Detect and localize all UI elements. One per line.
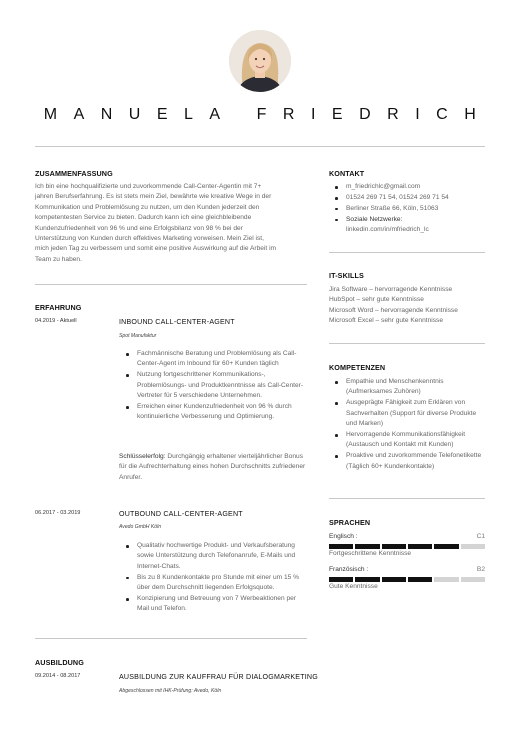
language-row — [329, 566, 485, 573]
education-title: AUSBILDUNG ZUR KAUFFRAU FÜR DIALOGMARKETING — [119, 673, 318, 681]
language-name: Englisch : — [329, 533, 358, 540]
key-success-text: Durchgängig erhaltener vierteljährlicher Bonus für die Aufrechterhaltung eines hohen Durchschnitts zufriedener Anrufer. — [119, 453, 306, 481]
it-skills-heading: IT-SKILLS — [329, 271, 364, 280]
education-date: 09.2014 - 08.2017 — [35, 673, 81, 679]
competencies-heading: KOMPETENZEN — [329, 363, 386, 372]
language-level: C1 — [476, 533, 485, 540]
contact-address: Berliner Straße 66, Köln, 51063 — [346, 204, 486, 214]
list-item: Ausgeprägte Fähigkeit zum Erklären von Sachverhalten (Support für diverse Produkte und Marken) — [346, 398, 488, 429]
competencies-divider — [329, 498, 485, 499]
list-item: Proaktive und zuvorkommende Telefonetikette (Täglich 60+ Kundenkontakte) — [346, 451, 488, 472]
it-skills-divider — [329, 343, 485, 344]
contact-heading: KONTAKT — [329, 169, 365, 178]
key-success — [119, 452, 309, 483]
bar-segment — [408, 544, 432, 549]
list-item: Erreichen einer Kundenzufriedenheit von 96 % durch kontinuierliche Verbesserung und Optimierung. — [137, 402, 307, 423]
languages-heading: SPRACHEN — [329, 518, 371, 527]
bar-segment — [434, 544, 458, 549]
contact-phone: 01524 269 71 54, 01524 269 71 54 — [346, 193, 486, 203]
list-item: Hervorragende Kommunikationsfähigkeit (Austausch und Kontakt mit Kunden) — [346, 430, 488, 451]
portrait-image — [229, 30, 291, 92]
social-value[interactable]: linkedin.com/in/mfriedrich_lc — [346, 226, 429, 234]
language-name: Französisch : — [329, 566, 369, 573]
summary-divider — [35, 284, 307, 285]
list-item: Konzipierung und Betreuung von 7 Werbeaktionen per Mail und Telefon. — [137, 594, 307, 615]
profile-photo — [229, 30, 291, 92]
job-company: Spot Manufaktur — [119, 333, 157, 339]
bar-segment — [408, 577, 432, 582]
education-institution: Abgeschlossen mit IHK-Prüfung: Avedo, Köln — [119, 688, 222, 694]
bar-segment — [461, 544, 485, 549]
list-item: Fachmännische Beratung und Problemlösung als Call-Center-Agent im Inbound für 60+ Kunden täglich — [137, 349, 307, 370]
contact-divider — [329, 252, 485, 253]
contact-email[interactable]: m_friedrichlc@gmail.com — [346, 182, 486, 192]
summary-text: Ich bin eine hochqualifizierte und zuvorkommende Call-Center-Agentin mit 7+ jahren Berufserfahrung. Es ist stets mein Ziel, bewährte wie kreative Wege in der Kommunikation und Problemlösung zu nutzen, um den Kunden jederzeit den kompetentesten Service zu bieten. Dadurch kann ich eine gleichbleibende Kundenzufriedenheit von 96 % und eine Erfolgsbilanz von 98 % bei der Unterstützung von Kunden durch effektives Marketing vorweisen. Mein Ziel ist, mich jeden Tag zu verbessern und somit eine positive Auswirkung auf die Arbeit im Team zu haben. — [35, 183, 277, 263]
bar-segment — [434, 577, 458, 582]
list-item: HubSpot – sehr gute Kenntnisse — [329, 296, 424, 304]
list-item: Bis zu 8 Kundenkontakte pro Stunde mit einer um 15 % über dem Durchschnitt liegenden Erfolgsquote. — [137, 573, 307, 594]
job-bullet-list — [137, 349, 307, 423]
list-item: Microsoft Excel – sehr gute Kenntnisse — [329, 317, 443, 325]
job-bullet-list — [137, 541, 307, 615]
list-item: Nutzung fortgeschrittener Kommunikations-, Problemlösungs- und Produktkenntnisse als Call-Center-Vertreter für 5 verschiedene Unternehmen. — [137, 370, 307, 401]
language-description: Gute Kenntnisse — [329, 583, 378, 590]
list-item: Jira Software – hervorragende Kenntnisse — [329, 286, 453, 293]
bar-segment — [382, 577, 406, 582]
job-title: OUTBOUND CALL-CENTER-AGENT — [119, 510, 243, 518]
language-level: B2 — [476, 566, 485, 573]
it-skills-list — [329, 285, 489, 327]
language-description: Fortgeschrittene Kenntnisse — [329, 550, 412, 557]
education-heading: AUSBILDUNG — [35, 658, 84, 667]
job-date: 06.2017 - 03.2019 — [35, 510, 81, 516]
experience-heading: ERFAHRUNG — [35, 303, 82, 312]
candidate-name: MANUELA FRIEDRICH — [43, 106, 493, 123]
contact-social[interactable] — [346, 215, 486, 236]
list-item: Microsoft Word – hervorragende Kenntnisse — [329, 306, 458, 314]
list-item: Empathie und Menschenkenntnis (Aufmerksames Zuhören) — [346, 377, 488, 398]
language-row — [329, 533, 485, 540]
job-date: 04.2019 - Aktuell — [35, 318, 77, 324]
competencies-list — [346, 377, 488, 472]
job-title: INBOUND CALL-CENTER-AGENT — [119, 318, 235, 326]
header-divider — [35, 146, 485, 147]
experience-divider — [35, 638, 307, 639]
bar-segment — [461, 577, 485, 582]
summary-heading: ZUSAMMENFASSUNG — [35, 169, 113, 178]
contact-list — [346, 182, 486, 236]
key-success-label: Schlüsselerfolg: — [119, 453, 166, 460]
list-item: Qualitativ hochwertige Produkt- und Verkaufsberatung sowie Unterstützung durch Telefonanrufe, E-Mails und Internet-Chats. — [137, 541, 307, 572]
social-label: Soziale Netzwerke: — [346, 215, 403, 223]
job-company: Avedo GmbH Köln — [119, 524, 162, 530]
